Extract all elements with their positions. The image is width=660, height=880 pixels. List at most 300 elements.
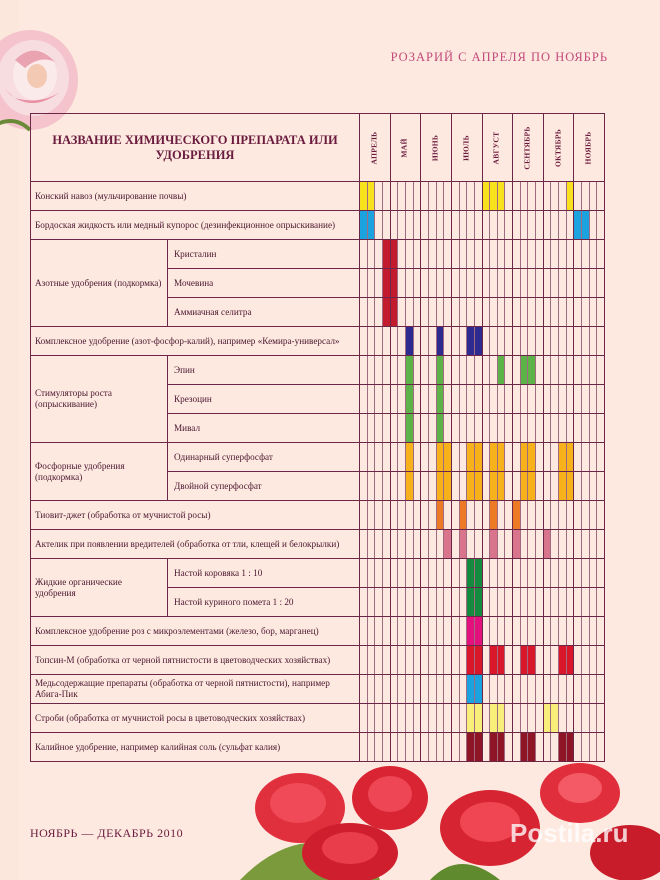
schedule-slot [490, 559, 498, 587]
schedule-slot [414, 385, 421, 413]
schedule-slot [551, 269, 559, 297]
schedule-slot [475, 559, 482, 587]
schedule-slot [582, 530, 590, 558]
month-cell [513, 385, 544, 414]
schedule-slot [414, 443, 421, 471]
month-cell [421, 443, 452, 472]
month-cell [482, 414, 513, 443]
schedule-slot [383, 530, 390, 558]
month-cell [513, 240, 544, 269]
schedule-slot [444, 733, 451, 761]
schedule-slot [498, 733, 506, 761]
schedule-slot [383, 733, 390, 761]
schedule-slot [460, 501, 468, 529]
treatment-subtype: Мочевина [168, 269, 360, 298]
treatment-subtype: Двойной суперфосфат [168, 472, 360, 501]
schedule-slot [360, 327, 368, 355]
schedule-slot [582, 298, 590, 326]
schedule-slot [406, 269, 414, 297]
schedule-slot [574, 443, 582, 471]
schedule-slot [528, 443, 536, 471]
schedule-slot [505, 385, 512, 413]
month-cell [513, 298, 544, 327]
schedule-slot [567, 704, 574, 732]
schedule-slot [452, 617, 460, 645]
schedule-slot [421, 472, 429, 500]
schedule-slot [483, 356, 491, 384]
schedule-slot [551, 414, 559, 442]
schedule-slot [490, 472, 498, 500]
schedule-slot [597, 733, 604, 761]
treatment-subtype: Эпин [168, 356, 360, 385]
schedule-slot [590, 704, 598, 732]
schedule-slot [513, 414, 521, 442]
month-cell [390, 211, 421, 240]
schedule-slot [483, 385, 491, 413]
schedule-slot [383, 704, 390, 732]
schedule-slot [368, 501, 376, 529]
month-cell [574, 269, 605, 298]
schedule-slot [398, 356, 406, 384]
schedule-slot [460, 385, 468, 413]
schedule-slot [544, 443, 552, 471]
schedule-slot [536, 385, 543, 413]
schedule-slot [528, 675, 536, 703]
schedule-slot [360, 443, 368, 471]
schedule-slot [406, 675, 414, 703]
month-cell [360, 559, 391, 588]
month-header: АПРЕЛЬ [360, 114, 391, 182]
schedule-slot [368, 617, 376, 645]
schedule-slot [597, 414, 604, 442]
schedule-slot [398, 327, 406, 355]
treatment-name: Калийное удобрение, например калийная соль (сульфат калия) [31, 733, 360, 762]
schedule-slot [590, 298, 598, 326]
schedule-slot [383, 646, 390, 674]
month-cell [543, 327, 574, 356]
schedule-slot [398, 472, 406, 500]
page-header-title: РОЗАРИЙ С АПРЕЛЯ ПО НОЯБРЬ [390, 50, 608, 64]
schedule-slot [536, 530, 543, 558]
schedule-slot [375, 298, 383, 326]
schedule-slot [582, 646, 590, 674]
month-cell [421, 472, 452, 501]
schedule-slot [544, 182, 552, 210]
month-cell [543, 559, 574, 588]
month-cell [482, 704, 513, 733]
month-cell [360, 617, 391, 646]
schedule-slot [574, 588, 582, 616]
schedule-slot [498, 617, 506, 645]
schedule-slot [490, 356, 498, 384]
schedule-slot [406, 240, 414, 268]
schedule-slot [574, 472, 582, 500]
schedule-slot [375, 327, 383, 355]
schedule-slot [375, 385, 383, 413]
schedule-slot [559, 617, 567, 645]
schedule-slot [437, 530, 445, 558]
schedule-slot [375, 356, 383, 384]
schedule-slot [444, 704, 451, 732]
month-cell [360, 530, 391, 559]
schedule-slot [383, 385, 390, 413]
month-cell [513, 414, 544, 443]
schedule-slot [475, 646, 482, 674]
schedule-slot [452, 327, 460, 355]
schedule-slot [559, 298, 567, 326]
month-cell [421, 269, 452, 298]
month-header: ИЮЛЬ [451, 114, 482, 182]
schedule-slot [490, 675, 498, 703]
schedule-slot [582, 559, 590, 587]
schedule-slot [475, 182, 482, 210]
schedule-slot [483, 472, 491, 500]
schedule-slot [498, 588, 506, 616]
schedule-slot [475, 704, 482, 732]
month-cell [513, 501, 544, 530]
schedule-slot [414, 559, 421, 587]
schedule-slot [360, 182, 368, 210]
schedule-slot [360, 414, 368, 442]
month-cell [513, 443, 544, 472]
schedule-slot [483, 298, 491, 326]
schedule-slot [444, 182, 451, 210]
schedule-slot [528, 559, 536, 587]
schedule-slot [498, 704, 506, 732]
schedule-slot [536, 211, 543, 239]
treatment-subtype: Аммиачная селитра [168, 298, 360, 327]
schedule-slot [421, 733, 429, 761]
schedule-slot [528, 240, 536, 268]
month-cell [390, 443, 421, 472]
schedule-slot [574, 356, 582, 384]
schedule-slot [421, 240, 429, 268]
month-cell [360, 414, 391, 443]
schedule-slot [590, 501, 598, 529]
schedule-slot [505, 356, 512, 384]
schedule-slot [582, 269, 590, 297]
schedule-slot [406, 182, 414, 210]
schedule-slot [582, 443, 590, 471]
treatment-subtype: Одинарный суперфосфат [168, 443, 360, 472]
month-cell [360, 269, 391, 298]
month-cell [390, 240, 421, 269]
schedule-slot [368, 646, 376, 674]
schedule-slot [452, 675, 460, 703]
schedule-slot [360, 385, 368, 413]
schedule-slot [544, 733, 552, 761]
schedule-slot [536, 269, 543, 297]
month-cell [421, 559, 452, 588]
schedule-slot [551, 182, 559, 210]
month-cell [543, 588, 574, 617]
schedule-slot [429, 704, 437, 732]
schedule-slot [368, 385, 376, 413]
schedule-slot [421, 211, 429, 239]
month-cell [390, 472, 421, 501]
schedule-slot [375, 646, 383, 674]
schedule-slot [528, 356, 536, 384]
schedule-slot [360, 704, 368, 732]
schedule-slot [467, 733, 475, 761]
schedule-slot [536, 182, 543, 210]
schedule-slot [590, 385, 598, 413]
schedule-slot [360, 646, 368, 674]
schedule-slot [536, 472, 543, 500]
schedule-slot [368, 356, 376, 384]
schedule-slot [398, 298, 406, 326]
schedule-slot [360, 240, 368, 268]
schedule-slot [590, 414, 598, 442]
schedule-slot [521, 733, 529, 761]
schedule-slot [452, 240, 460, 268]
schedule-slot [505, 182, 512, 210]
schedule-slot [590, 240, 598, 268]
treatment-name: Тиовит-джет (обработка от мучнистой росы) [31, 501, 360, 530]
schedule-slot [429, 472, 437, 500]
month-cell [421, 501, 452, 530]
month-cell [574, 704, 605, 733]
schedule-slot [521, 385, 529, 413]
schedule-slot [421, 414, 429, 442]
month-cell [482, 298, 513, 327]
month-cell [513, 559, 544, 588]
month-cell [451, 443, 482, 472]
schedule-slot [597, 182, 604, 210]
month-cell [574, 327, 605, 356]
schedule-slot [460, 356, 468, 384]
schedule-slot [452, 530, 460, 558]
schedule-slot [536, 733, 543, 761]
month-cell [574, 617, 605, 646]
schedule-slot [536, 588, 543, 616]
schedule-slot [559, 646, 567, 674]
month-cell [421, 530, 452, 559]
schedule-slot [505, 675, 512, 703]
schedule-slot [597, 501, 604, 529]
month-cell [543, 617, 574, 646]
month-cell [360, 675, 391, 704]
schedule-slot [452, 443, 460, 471]
schedule-slot [437, 733, 445, 761]
schedule-slot [460, 530, 468, 558]
schedule-slot [429, 617, 437, 645]
schedule-slot [414, 646, 421, 674]
schedule-slot [391, 617, 399, 645]
schedule-slot [498, 472, 506, 500]
month-cell [513, 646, 544, 675]
schedule-slot [398, 211, 406, 239]
schedule-slot [559, 443, 567, 471]
schedule-slot [521, 530, 529, 558]
schedule-slot [551, 733, 559, 761]
month-cell [543, 240, 574, 269]
month-cell [451, 588, 482, 617]
schedule-slot [452, 646, 460, 674]
schedule-slot [383, 211, 390, 239]
month-header: МАЙ [390, 114, 421, 182]
month-cell [543, 675, 574, 704]
schedule-slot [437, 182, 445, 210]
schedule-slot [467, 530, 475, 558]
schedule-slot [452, 269, 460, 297]
month-cell [360, 472, 391, 501]
schedule-slot [559, 588, 567, 616]
schedule-slot [559, 356, 567, 384]
month-cell [360, 588, 391, 617]
schedule-slot [513, 240, 521, 268]
schedule-slot [460, 472, 468, 500]
schedule-slot [544, 211, 552, 239]
month-cell [451, 501, 482, 530]
schedule-slot [467, 356, 475, 384]
month-cell [482, 385, 513, 414]
month-cell [482, 501, 513, 530]
schedule-slot [467, 501, 475, 529]
month-cell [482, 211, 513, 240]
schedule-slot [414, 588, 421, 616]
schedule-slot [421, 298, 429, 326]
schedule-slot [505, 269, 512, 297]
schedule-slot [559, 501, 567, 529]
month-cell [574, 414, 605, 443]
month-cell [543, 298, 574, 327]
schedule-slot [483, 414, 491, 442]
schedule-slot [597, 385, 604, 413]
schedule-slot [467, 414, 475, 442]
schedule-slot [421, 675, 429, 703]
schedule-slot [574, 646, 582, 674]
month-cell [421, 211, 452, 240]
table-row [31, 356, 605, 385]
month-cell [390, 356, 421, 385]
month-cell [513, 472, 544, 501]
schedule-slot [505, 472, 512, 500]
month-cell [390, 327, 421, 356]
schedule-slot [391, 182, 399, 210]
schedule-slot [559, 385, 567, 413]
schedule-slot [467, 675, 475, 703]
month-cell [390, 559, 421, 588]
schedule-slot [544, 530, 552, 558]
month-cell [482, 269, 513, 298]
fertilizer-schedule-table [30, 113, 605, 762]
schedule-slot [574, 704, 582, 732]
treatment-name: Строби (обработка от мучнистой росы в цветоводческих хозяйствах) [31, 704, 360, 733]
schedule-slot [429, 269, 437, 297]
table-row [31, 617, 605, 646]
schedule-slot [406, 472, 414, 500]
schedule-slot [483, 211, 491, 239]
schedule-slot [574, 559, 582, 587]
schedule-slot [483, 269, 491, 297]
month-cell [574, 356, 605, 385]
schedule-slot [559, 530, 567, 558]
schedule-slot [452, 211, 460, 239]
schedule-slot [483, 646, 491, 674]
treatment-subtype: Мивал [168, 414, 360, 443]
table-row [31, 182, 605, 211]
month-cell [451, 298, 482, 327]
schedule-slot [437, 559, 445, 587]
schedule-slot [391, 588, 399, 616]
schedule-slot [429, 211, 437, 239]
schedule-slot [368, 733, 376, 761]
schedule-slot [375, 211, 383, 239]
schedule-slot [429, 733, 437, 761]
schedule-slot [544, 646, 552, 674]
month-cell [390, 675, 421, 704]
schedule-slot [414, 182, 421, 210]
month-cell [390, 269, 421, 298]
schedule-slot [429, 385, 437, 413]
schedule-slot [406, 298, 414, 326]
schedule-slot [559, 414, 567, 442]
month-cell [574, 472, 605, 501]
schedule-slot [375, 704, 383, 732]
schedule-slot [513, 327, 521, 355]
schedule-slot [590, 269, 598, 297]
month-cell [421, 327, 452, 356]
schedule-slot [551, 472, 559, 500]
schedule-slot [490, 646, 498, 674]
schedule-slot [383, 356, 390, 384]
schedule-slot [444, 414, 451, 442]
schedule-slot [475, 617, 482, 645]
schedule-slot [544, 356, 552, 384]
schedule-slot [467, 240, 475, 268]
month-cell [451, 530, 482, 559]
month-cell [482, 559, 513, 588]
schedule-slot [597, 588, 604, 616]
schedule-slot [460, 269, 468, 297]
month-header: ИЮНЬ [421, 114, 452, 182]
schedule-slot [398, 675, 406, 703]
schedule-slot [414, 414, 421, 442]
schedule-slot [544, 240, 552, 268]
month-cell [574, 588, 605, 617]
schedule-slot [375, 733, 383, 761]
month-cell [574, 501, 605, 530]
schedule-slot [490, 414, 498, 442]
schedule-slot [551, 211, 559, 239]
schedule-slot [498, 646, 506, 674]
schedule-slot [505, 414, 512, 442]
month-cell [451, 617, 482, 646]
schedule-slot [567, 675, 574, 703]
schedule-slot [375, 617, 383, 645]
schedule-slot [505, 733, 512, 761]
month-cell [360, 211, 391, 240]
schedule-slot [521, 617, 529, 645]
schedule-slot [375, 530, 383, 558]
month-cell [543, 269, 574, 298]
schedule-slot [574, 675, 582, 703]
schedule-slot [483, 675, 491, 703]
month-cell [543, 443, 574, 472]
schedule-slot [544, 414, 552, 442]
month-cell [360, 327, 391, 356]
schedule-slot [475, 414, 482, 442]
schedule-slot [505, 211, 512, 239]
schedule-slot [398, 414, 406, 442]
schedule-slot [429, 675, 437, 703]
schedule-slot [368, 298, 376, 326]
month-cell [543, 704, 574, 733]
schedule-slot [437, 443, 445, 471]
treatment-subtype: Крезоцин [168, 385, 360, 414]
schedule-slot [383, 472, 390, 500]
